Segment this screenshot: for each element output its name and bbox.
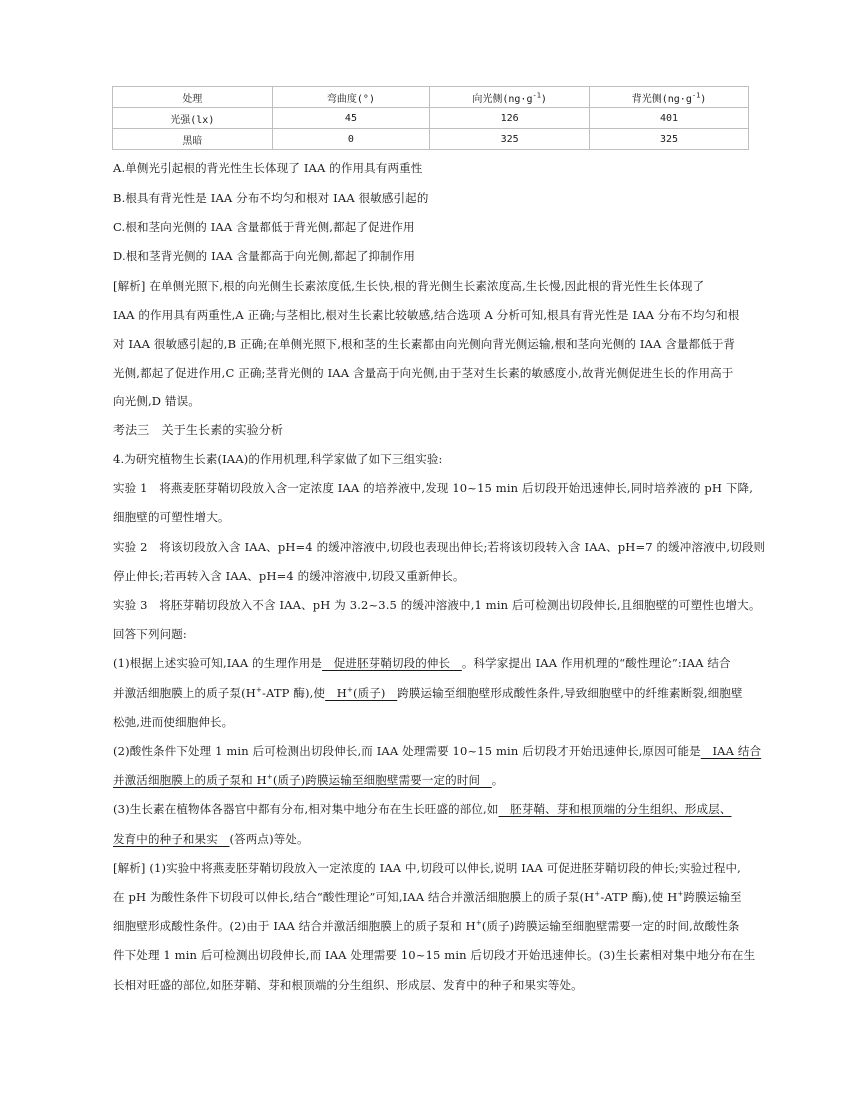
option-d: D.根和茎背光侧的 IAA 含量都高于向光侧,都起了抑制作用: [113, 249, 416, 263]
analysis-line: [解析] (1)实验中将燕麦胚芽鞘切段放入一定浓度的 IAA 中,切段可以伸长,说明 IAA 可促进胚芽鞘切段的伸长;实验过程中,: [113, 861, 741, 875]
experiment-3-line: 实验 3 将胚芽鞘切段放入不含 IAA、pH 为 3.2~3.5 的缓冲溶液中,1 min 后可检测出切段伸长,且细胞壁的可塑性也增大。: [113, 598, 761, 612]
analysis-line: 向光侧,D 错误。: [113, 394, 200, 408]
part-1-line: 松弛,进而使细胞伸长。: [113, 715, 234, 729]
text: (质子): [352, 686, 398, 700]
superscript: -1: [691, 91, 701, 100]
question-intro: 4.为研究植物生长素(IAA)的作用机理,科学家做了如下三组实验:: [113, 452, 443, 466]
superscript: +: [266, 773, 273, 782]
table-header-cell: 向光侧$(ng\cdot g^{-1})$: [430, 87, 590, 108]
option-b: B.根具有背光性是 IAA 分布不均匀和根对 IAA 很敏感引起的: [113, 191, 429, 205]
experiment-1-line: 实验 1 将燕麦胚芽鞘切段放入含一定浓度 IAA 的培养液中,发现 10~15 min 后切段开始迅速伸长,同时培养液的 pH 下降,: [113, 481, 754, 495]
analysis-line: [113, 919, 740, 933]
table-header-cell: 背光侧$(ng\cdot g^{-1})$: [590, 87, 749, 108]
table-cell: 325: [590, 129, 749, 150]
superscript: +: [346, 686, 353, 695]
text: H: [325, 686, 347, 700]
analysis-line: IAA 的作用具有两重性,A 正确;与茎相比,根对生长素比较敏感,结合选项 A 分析可知,根具有背光性是 IAA 分布不均匀和根: [113, 308, 740, 322]
superscript: +: [677, 890, 684, 899]
header-text: 背光侧(ng·g: [631, 93, 692, 105]
analysis-line: 件下处理 1 min 后可检测出切段伸长,而 IAA 处理需要 10~15 min 后切段才开始迅速伸长。(3)生长素相对集中地分布在生: [113, 948, 756, 962]
part-1-line: [113, 656, 731, 670]
table-cell: 0: [272, 129, 430, 150]
option-c: C.根和茎向光侧的 IAA 含量都低于背光侧,都起了促进作用: [113, 220, 415, 234]
table-header-cell: 弯曲度(°): [272, 87, 430, 108]
question-prompt: 回答下列问题:: [113, 627, 187, 641]
text: 细胞壁形成酸性条件。(2)由于 IAA 结合并激活细胞膜上的质子泵和 H: [113, 919, 476, 933]
text: (答两点)等处。: [229, 832, 309, 846]
section-title: 考法三 关于生长素的实验分析: [113, 423, 284, 437]
superscript: +: [255, 686, 262, 695]
superscript: +: [475, 919, 482, 928]
text: (质子)跨膜运输至细胞壁需要一定的时间: [272, 773, 492, 787]
part-3-line: [113, 832, 309, 846]
analysis-line: 光侧,都起了促进作用,C 正确;茎背光侧的 IAA 含量高于向光侧,由于茎对生长素的敏感度小,故背光侧促进生长的作用高于: [113, 366, 734, 380]
superscript: -1: [532, 91, 541, 100]
table-header-row: [113, 87, 749, 108]
table-cell: 401: [590, 108, 749, 129]
table-cell: 光强(lx): [113, 108, 273, 129]
answer-blank: [113, 773, 492, 787]
experiment-2-line: 实验 2 将该切段放入含 IAA、pH=4 的缓冲溶液中,切段也表现出伸长;若将该切段转入含 IAA、pH=7 的缓冲溶液中,切段则: [113, 540, 766, 554]
text: (质子)跨膜运输至细胞壁需要一定的时间,故酸性条: [481, 919, 740, 933]
data-table: [112, 86, 749, 150]
text: 并激活细胞膜上的质子泵(H: [113, 686, 256, 700]
part-3-line: [113, 802, 732, 816]
text: (2)酸性条件下处理 1 min 后可检测出切段伸长,而 IAA 处理需要 10~15 min 后切段才开始迅速伸长,原因可能是: [113, 744, 701, 758]
table-row: [113, 108, 749, 129]
table-cell: 45: [272, 108, 430, 129]
table-cell: 126: [430, 108, 590, 129]
text: 并激活细胞膜上的质子泵和 H: [113, 773, 267, 787]
part-1-line: [113, 686, 743, 700]
experiment-1-line: 细胞壁的可塑性增大。: [113, 510, 230, 524]
answer-blank: 促进胚芽鞘切段的伸长: [322, 656, 462, 670]
part-2-line: [113, 744, 761, 758]
text: 。: [491, 773, 504, 787]
analysis-line: [解析] 在单侧光照下,根的向光侧生长素浓度低,生长快,根的背光侧生长素浓度高,生长慢,因此根的背光性生长体现了: [113, 279, 705, 293]
text: -ATP 酶),使: [261, 686, 326, 700]
table-cell: 325: [430, 129, 590, 150]
text: 跨膜运输至: [683, 890, 742, 904]
experiment-2-line: 停止伸长;若再转入含 IAA、pH=4 的缓冲溶液中,切段又重新伸长。: [113, 569, 465, 583]
part-2-line: [113, 773, 503, 787]
answer-blank: IAA 结合: [700, 744, 762, 758]
text: 。科学家提出 IAA 作用机理的“酸性理论”:IAA 结合: [461, 656, 731, 670]
answer-blank: 胚芽鞘、芽和根顶端的分生组织、形成层、: [498, 802, 732, 816]
header-text: 向光侧(ng·g: [472, 93, 533, 105]
text: (1)根据上述实验可知,IAA 的生理作用是: [113, 656, 323, 670]
table-row: [113, 129, 749, 150]
superscript: +: [594, 890, 601, 899]
analysis-line: 长相对旺盛的部位,如胚芽鞘、芽和根顶端的分生组织、形成层、发育中的种子和果实等处。: [113, 978, 583, 992]
text: -ATP 酶),使 H: [600, 890, 678, 904]
text: (3)生长素在植物体各器官中都有分布,相对集中地分布在生长旺盛的部位,如: [113, 802, 499, 816]
analysis-line: [113, 890, 742, 904]
analysis-line: 对 IAA 很敏感引起的,B 正确;在单侧光照下,根和茎的生长素都由向光侧向背光侧运输,根和茎向光侧的 IAA 含量都低于背: [113, 337, 736, 351]
text: 跨膜运输至细胞壁形成酸性条件,导致细胞壁中的纤维素断裂,细胞壁: [397, 686, 743, 700]
answer-blank: [325, 686, 397, 700]
table-cell: 黑暗: [113, 129, 273, 150]
option-a: A.单侧光引起根的背光性生长体现了 IAA 的作用具有两重性: [113, 161, 423, 175]
answer-blank: 发育中的种子和果实: [113, 832, 230, 846]
table-header-cell: 处理: [113, 87, 273, 108]
text: 在 pH 为酸性条件下切段可以伸长,结合“酸性理论”可知,IAA 结合并激活细胞膜上的质子泵(H: [113, 890, 595, 904]
